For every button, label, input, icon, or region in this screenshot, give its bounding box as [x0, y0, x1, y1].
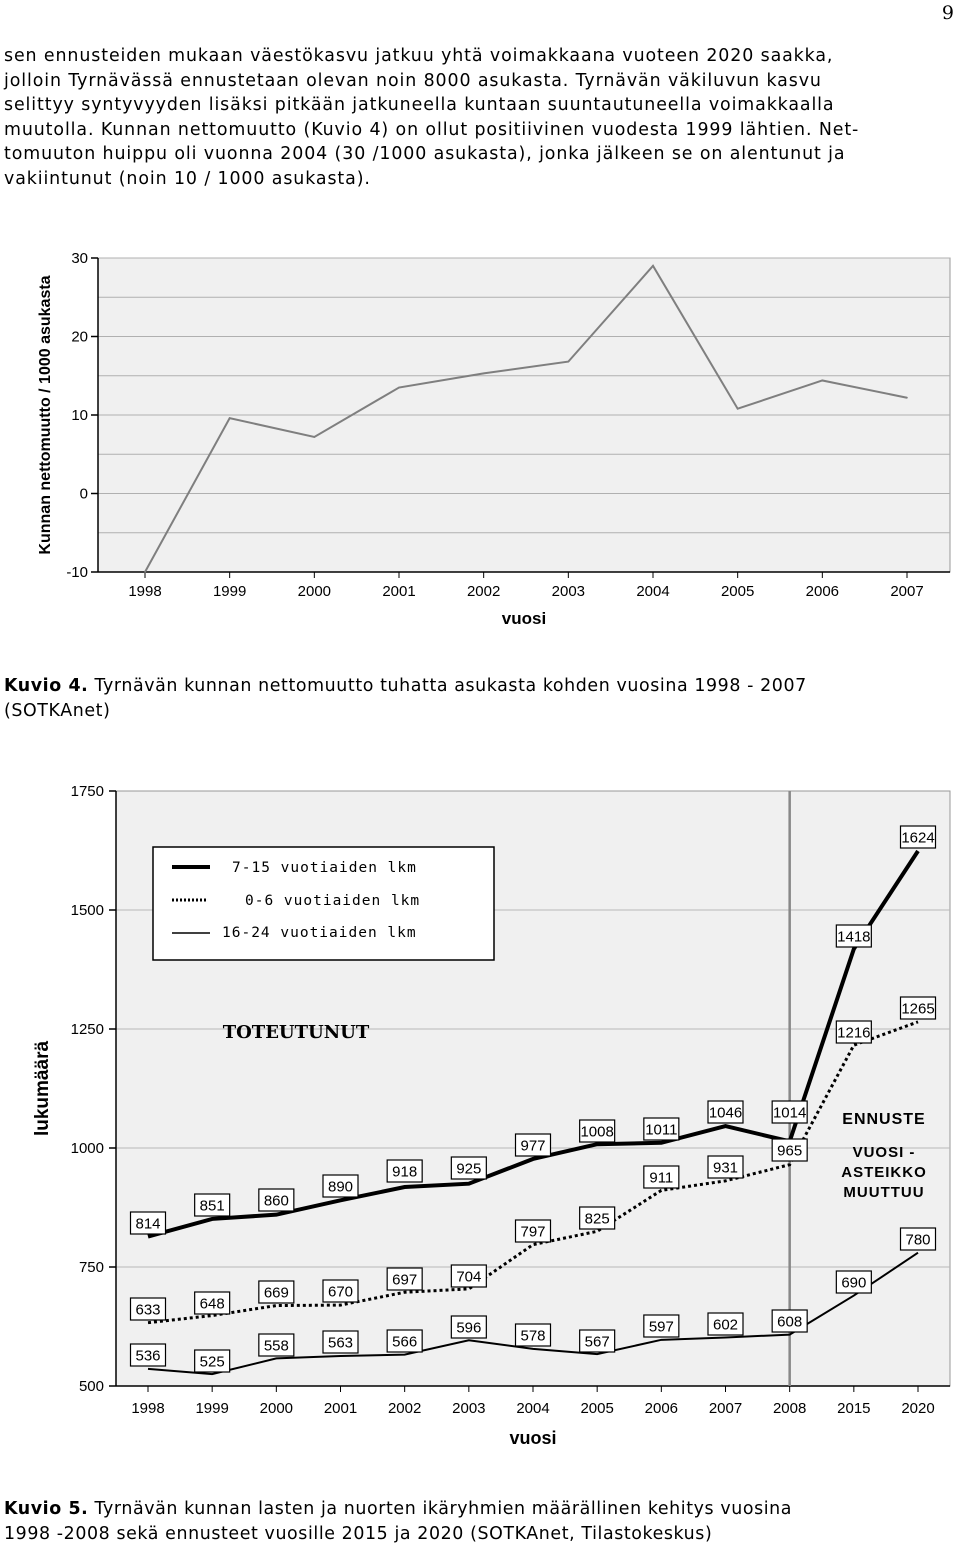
data-label: 1418 [837, 928, 871, 946]
data-label: 1265 [901, 1000, 935, 1018]
x-tick-label: 2006 [805, 583, 840, 600]
data-label: 860 [263, 1192, 289, 1210]
figure5-label: Kuvio 5. [4, 1499, 89, 1519]
x-axis-title: vuosi [501, 609, 547, 628]
x-tick-label: 2020 [901, 1400, 935, 1417]
x-tick-label: 2000 [259, 1400, 294, 1417]
data-point [483, 373, 485, 375]
data-label: 1008 [580, 1123, 614, 1141]
x-tick-label: 2005 [580, 1400, 614, 1417]
legend-label-1: 7-15 vuotiaiden lkm [232, 860, 417, 876]
x-tick-label: 2007 [890, 583, 924, 600]
data-label: 797 [520, 1223, 546, 1241]
y-tick-label: 10 [71, 407, 88, 424]
annotation-scale-note-1: VUOSI - [852, 1144, 916, 1161]
figure4-caption-text2: (SOTKAnet) [4, 700, 111, 721]
annotation-scale-note-2: ASTEIKKO [841, 1164, 927, 1181]
data-label: 563 [327, 1334, 354, 1352]
data-label: 578 [520, 1327, 546, 1345]
x-tick-label: 1998 [131, 1400, 165, 1417]
annotation-ennuste: ENNUSTE [842, 1111, 926, 1128]
data-point [144, 571, 146, 573]
age-group-chart [0, 770, 960, 1470]
data-label: 931 [712, 1159, 739, 1177]
data-label: 911 [649, 1169, 674, 1187]
data-label: 525 [199, 1353, 225, 1371]
y-tick-label: 0 [79, 485, 88, 503]
data-point [822, 380, 824, 382]
data-label: 697 [392, 1271, 418, 1289]
x-tick-label: 2001 [382, 583, 416, 600]
data-label: 814 [135, 1215, 161, 1233]
data-label: 566 [392, 1333, 418, 1351]
figure5-caption-text2: 1998 -2008 sekä ennusteet vuosille 2015 ja 2020 (SOTKAnet, Tilastokeskus) [4, 1523, 713, 1544]
data-label: 690 [841, 1274, 867, 1292]
data-label: 1011 [645, 1121, 678, 1139]
data-label: 1624 [901, 829, 935, 847]
data-label: 596 [456, 1319, 482, 1337]
x-tick-label: 2015 [837, 1400, 871, 1417]
data-label: 918 [392, 1163, 418, 1181]
data-label: 825 [584, 1210, 610, 1228]
x-tick-label: 2003 [452, 1400, 486, 1417]
data-label: 567 [584, 1333, 610, 1351]
data-label: 1014 [772, 1104, 807, 1122]
paragraph-line: muutolla. Kunnan nettomuutto (Kuvio 4) on ollut positiivinen vuodesta 1999 lähtien. Net- [4, 119, 860, 140]
y-tick-label: 1000 [70, 1140, 104, 1157]
figure5-caption [4, 1497, 959, 1546]
annotation-toteutunut: TOTEUTUNUT [222, 1022, 370, 1043]
data-point [906, 397, 908, 399]
data-label: 670 [327, 1283, 354, 1301]
figure4-caption-text: Tyrnävän kunnan nettomuutto tuhatta asukasta kohden vuosina 1998 - 2007 [88, 676, 807, 696]
y-tick-label: 30 [71, 250, 88, 267]
figure4-label: Kuvio 4. [4, 676, 89, 696]
y-axis-title: lukumäärä [32, 1040, 53, 1137]
data-point [398, 387, 400, 389]
x-tick-label: 2002 [466, 583, 501, 600]
data-label: 536 [135, 1347, 161, 1365]
y-tick-label: -10 [66, 564, 88, 581]
legend-label-2: 0-6 vuotiaiden lkm [245, 893, 421, 909]
y-tick-label: 20 [71, 328, 88, 346]
data-label: 965 [777, 1142, 803, 1160]
data-label: 704 [456, 1268, 482, 1286]
x-tick-label: 2003 [551, 583, 586, 600]
data-point [652, 265, 654, 267]
data-point [737, 408, 739, 410]
x-tick-label: 2005 [720, 583, 755, 600]
y-tick-label: 1250 [70, 1021, 104, 1038]
data-point [568, 361, 570, 363]
x-tick-label: 2002 [387, 1400, 422, 1417]
figure4-caption [4, 674, 959, 723]
x-tick-label: 2004 [636, 583, 670, 600]
data-label: 669 [263, 1284, 289, 1302]
data-point [314, 436, 316, 438]
x-tick-label: 1999 [195, 1400, 229, 1417]
figure5-caption-text: Tyrnävän kunnan lasten ja nuorten ikäryhmien määrällinen kehitys vuosina [88, 1499, 793, 1519]
data-label: 608 [777, 1313, 803, 1331]
y-tick-label: 1750 [70, 783, 104, 800]
paragraph-line: selittyy syntyvyyden lisäksi pitkään jatkuneella kuntaan suuntautuneella voimakkaalla [4, 95, 835, 116]
y-tick-label: 500 [78, 1378, 104, 1395]
x-tick-label: 2008 [772, 1400, 807, 1417]
x-tick-label: 1999 [212, 583, 247, 600]
data-point [229, 417, 231, 419]
body-paragraph [4, 44, 959, 192]
y-tick-label: 750 [78, 1259, 104, 1276]
net-migration-chart [0, 240, 960, 640]
x-tick-label: 2007 [708, 1400, 743, 1417]
paragraph-line: jolloin Tyrnävässä ennustetaan olevan noin 8000 asukasta. Tyrnävän väkiluvun kasvu [4, 70, 822, 91]
data-label: 602 [712, 1316, 739, 1334]
x-tick-label: 2006 [644, 1400, 679, 1417]
x-axis-title: vuosi [509, 1428, 557, 1448]
data-label: 558 [263, 1337, 289, 1355]
data-label: 977 [520, 1137, 546, 1155]
data-label: 633 [135, 1301, 161, 1319]
data-label: 1216 [837, 1024, 871, 1042]
data-label: 890 [327, 1178, 354, 1196]
x-tick-label: 2001 [323, 1400, 358, 1417]
paragraph-line: sen ennusteiden mukaan väestökasvu jatkuu yhtä voimakkaana vuoteen 2020 saakka, [4, 46, 834, 66]
data-label: 851 [199, 1197, 225, 1215]
annotation-scale-note-3: MUUTTUU [843, 1184, 925, 1201]
data-label: 1046 [708, 1104, 743, 1122]
x-tick-label: 1998 [128, 583, 162, 600]
data-label: 597 [648, 1318, 674, 1336]
x-tick-label: 2000 [297, 583, 332, 600]
paragraph-line: tomuuton huippu oli vuonna 2004 (30 /1000 asukasta), jonka jälkeen se on alentunut ja [4, 144, 846, 165]
x-tick-label: 2004 [516, 1400, 550, 1417]
page-number: 9 [941, 2, 954, 24]
data-label: 780 [905, 1231, 931, 1249]
y-axis-title: Kunnan nettomuutto / 1000 asukasta [37, 275, 54, 555]
legend-label-3: 16-24 vuotiaiden lkm [222, 925, 417, 941]
data-label: 925 [456, 1160, 482, 1178]
data-label: 648 [199, 1295, 225, 1313]
paragraph-line: vakiintunut (noin 10 / 1000 asukasta). [4, 168, 371, 189]
y-tick-label: 1500 [70, 902, 104, 919]
